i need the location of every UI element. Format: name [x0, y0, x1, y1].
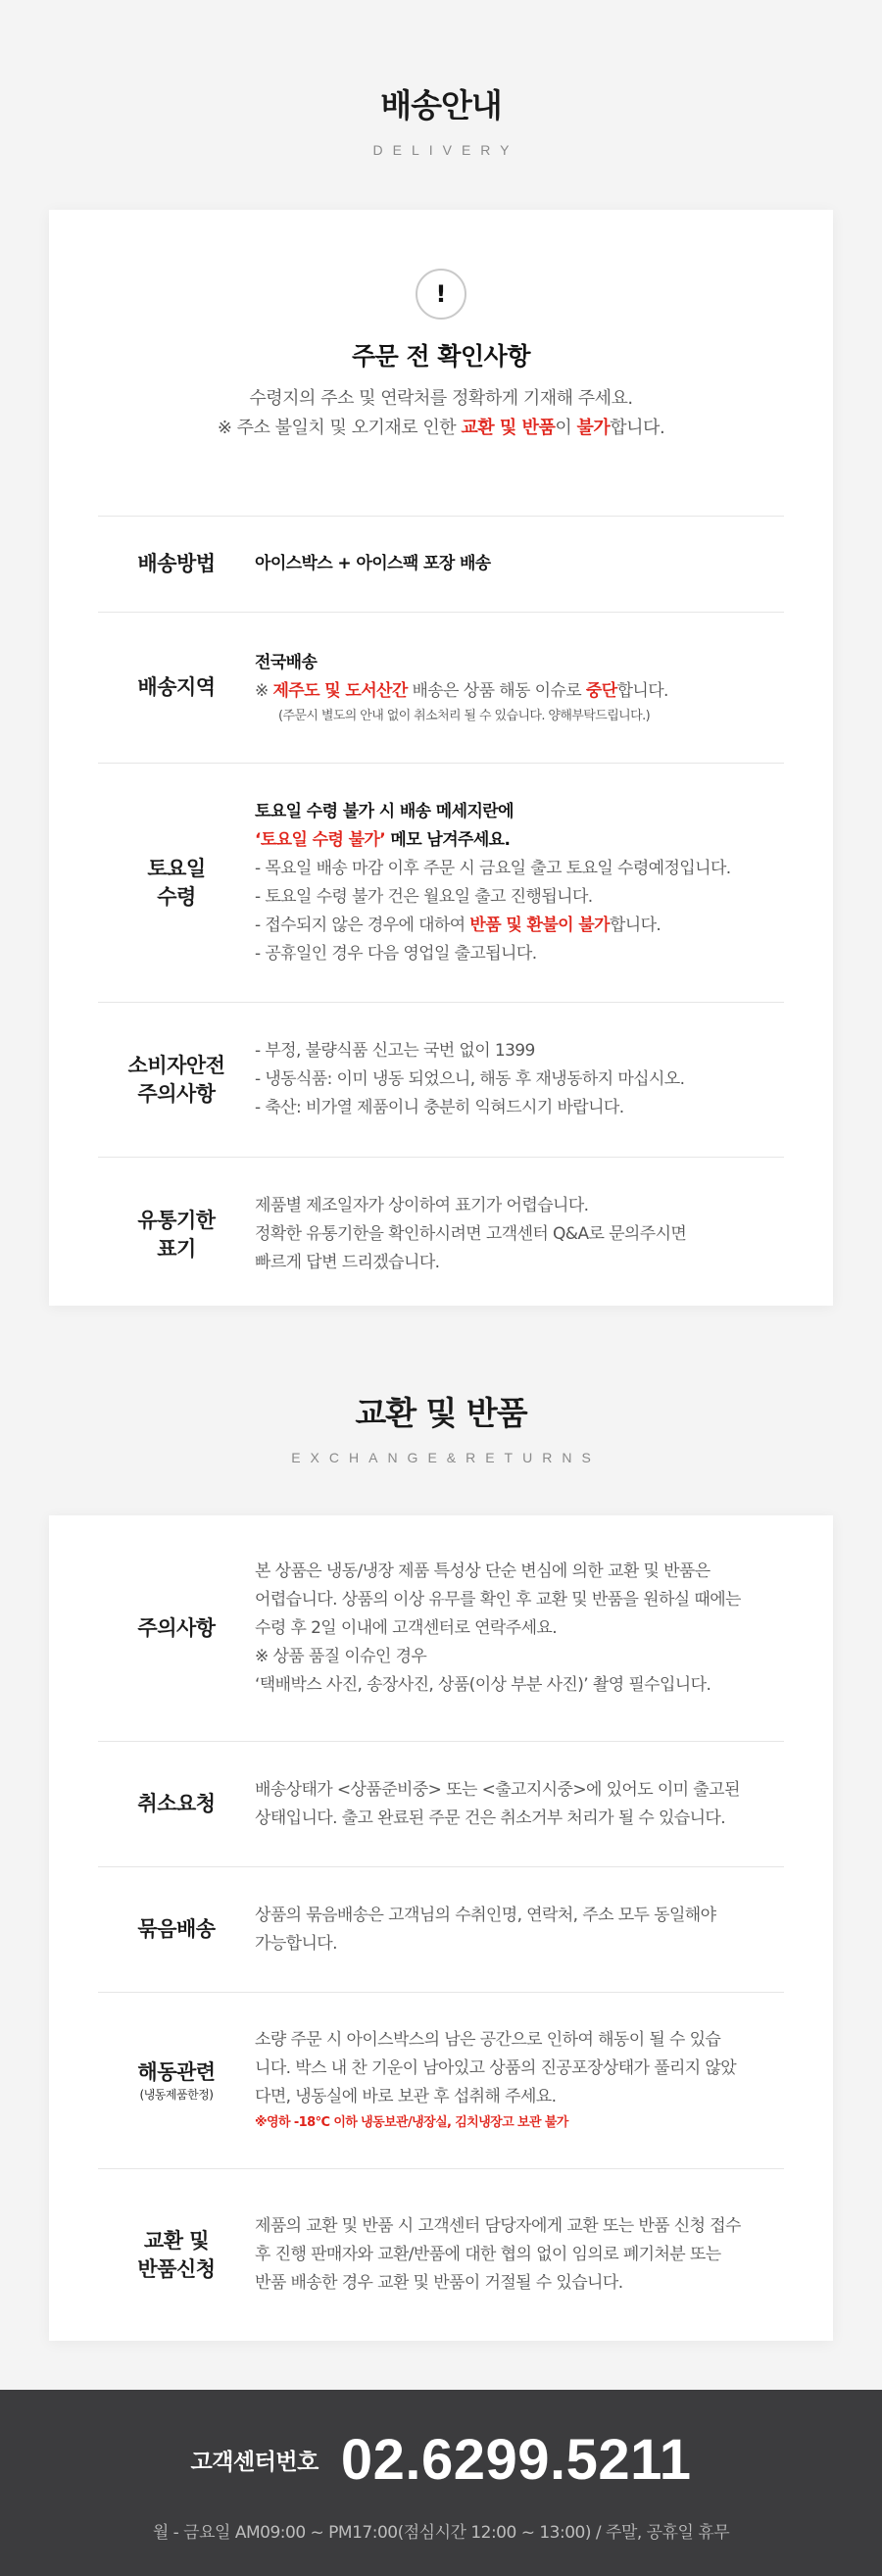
- order-notice: [49, 210, 833, 443]
- row-content: 아이스박스 + 아이스팩 포장 배송: [255, 554, 491, 573]
- row-content: 배송상태가 <상품준비중> 또는 <출고지시중>에 있어도 이미 출고된 상태입니다. 출고 완료된 주문 건은 취소거부 처리가 될 수 있습니다.: [255, 1779, 740, 1828]
- notice-title: 주문 전 확인사항: [352, 342, 530, 371]
- exchange-subtitle: EXCHANGE&RETURNS: [291, 1450, 601, 1465]
- row-thaw: [98, 1992, 784, 2168]
- row-bundle-shipping: [98, 1866, 784, 1992]
- delivery-subtitle: DELIVERY: [372, 142, 519, 158]
- row-label: 토요일 수령: [147, 856, 206, 909]
- row-content: 토요일 수령 불가 시 배송 메세지란에 ‘토요일 수령 불가’ 메모 남겨주세요. - 목요일 배송 마감 이후 주문 시 금요일 출고 토요일 수령예정입니다. - 토요일 수령 불가 건은 월요일 출고 진행됩니다. - 접수되지 않은 경우에 대하여 반품 및 환불이 불가합니다. - 공휴일인 경우 다음 영업일 출고됩니다.: [255, 801, 731, 964]
- row-content: 본 상품은 냉동/냉장 제품 특성상 단순 변심에 의한 교환 및 반품은 어렵습니다. 상품의 이상 유무를 확인 후 교환 및 반품을 원하실 때에는 수령 후 2일 이내에 고객센터로 연락주세요. ※ 상품 품질 이슈인 경우 ‘택배박스 사진, 송장사진, 상품(이상 부분 사진)’ 촬영 필수입니다.: [255, 1560, 741, 1695]
- row-content: - 부정, 불량식품 신고는 국번 없이 1399 - 냉동식품: 이미 냉동 되었으니, 해동 후 재냉동하지 마십시오. - 축산: 비가열 제품이니 충분히 익혀드시기 바랍니다.: [255, 1041, 685, 1117]
- exchange-title: 교환 및 반품: [355, 1394, 527, 1432]
- row-delivery-method: [98, 516, 784, 612]
- notice-description: [49, 384, 833, 443]
- exclamation-icon: !: [416, 269, 466, 320]
- row-delivery-region: [98, 612, 784, 763]
- exchange-header: [0, 1388, 882, 1465]
- row-saturday-receipt: [98, 763, 784, 1002]
- row-label: 교환 및 반품신청: [137, 2228, 216, 2281]
- row-content: 제품의 교환 및 반품 시 고객센터 담당자에게 교환 또는 반품 신청 접수 후 진행 판매자와 교환/반품에 대한 협의 없이 임의로 폐기처분 또는 반품 배송한 경우 교환 및 반품이 거절될 수 있습니다.: [255, 2216, 741, 2293]
- row-content: 제품별 제조일자가 상이하여 표기가 어렵습니다. 정확한 유통기한을 확인하시려면 고객센터 Q&A로 문의주시면 빠르게 답변 드리겠습니다.: [255, 1196, 687, 1272]
- row-content: 상품의 묶음배송은 고객님의 수취인명, 연락처, 주소 모두 동일해야 가능합니다.: [255, 1905, 716, 1954]
- row-label: 유통기한 표기: [137, 1208, 216, 1261]
- row-label: 소비자안전 주의사항: [127, 1053, 225, 1106]
- row-label: 주의사항: [137, 1615, 216, 1640]
- row-label: 묶음배송: [137, 1917, 216, 1941]
- delivery-header: [0, 80, 882, 158]
- delivery-card: [49, 210, 833, 1306]
- exchange-card: [49, 1515, 833, 2341]
- row-label: 취소요청: [137, 1792, 216, 1815]
- exchange-info-table: [98, 1515, 784, 2341]
- row-caution: [98, 1515, 784, 1741]
- delivery-info-table: [98, 516, 784, 1312]
- customer-center-label: 고객센터번호: [190, 2450, 318, 2475]
- row-consumer-safety: [98, 1002, 784, 1157]
- row-label: 해동관련 (냉동제품한정): [137, 2060, 216, 2102]
- customer-center-footer: [0, 2390, 882, 2576]
- row-content: 전국배송 ※ 제주도 및 도서산간 배송은 상품 해동 이슈로 중단합니다. (주문시 별도의 안내 없이 취소처리 될 수 있습니다. 양해부탁드립니다.): [255, 652, 668, 723]
- notice-line-2: ※ 주소 불일치 및 오기재로 인한 교환 및 반품이 불가합니다.: [217, 418, 665, 438]
- business-hours: 월 - 금요일 AM09:00 ~ PM17:00(점심시간 12:00 ~ 13:00) / 주말, 공휴일 휴무: [152, 2523, 730, 2543]
- notice-line-1: 수령지의 주소 및 연락처를 정확하게 기재해 주세요.: [249, 388, 633, 409]
- row-content: 소량 주문 시 아이스박스의 남은 공간으로 인하여 해동이 될 수 있습 니다. 박스 내 찬 기운이 남아있고 상품의 진공포장상태가 풀리지 않았 다면, 냉동실에 바로 보관 후 섭취해 주세요. ※영하 -18°C 이하 냉동보관/냉장실, 김치냉장고 보관 불가: [255, 2030, 737, 2130]
- row-expiry-label: [98, 1157, 784, 1312]
- customer-center-phone[interactable]: 02.6299.5211: [340, 2428, 692, 2492]
- row-label: 배송방법: [137, 552, 216, 575]
- row-exchange-request: [98, 2168, 784, 2341]
- row-cancel-request: [98, 1741, 784, 1866]
- row-label: 배송지역: [137, 675, 216, 699]
- delivery-title: 배송안내: [380, 86, 502, 124]
